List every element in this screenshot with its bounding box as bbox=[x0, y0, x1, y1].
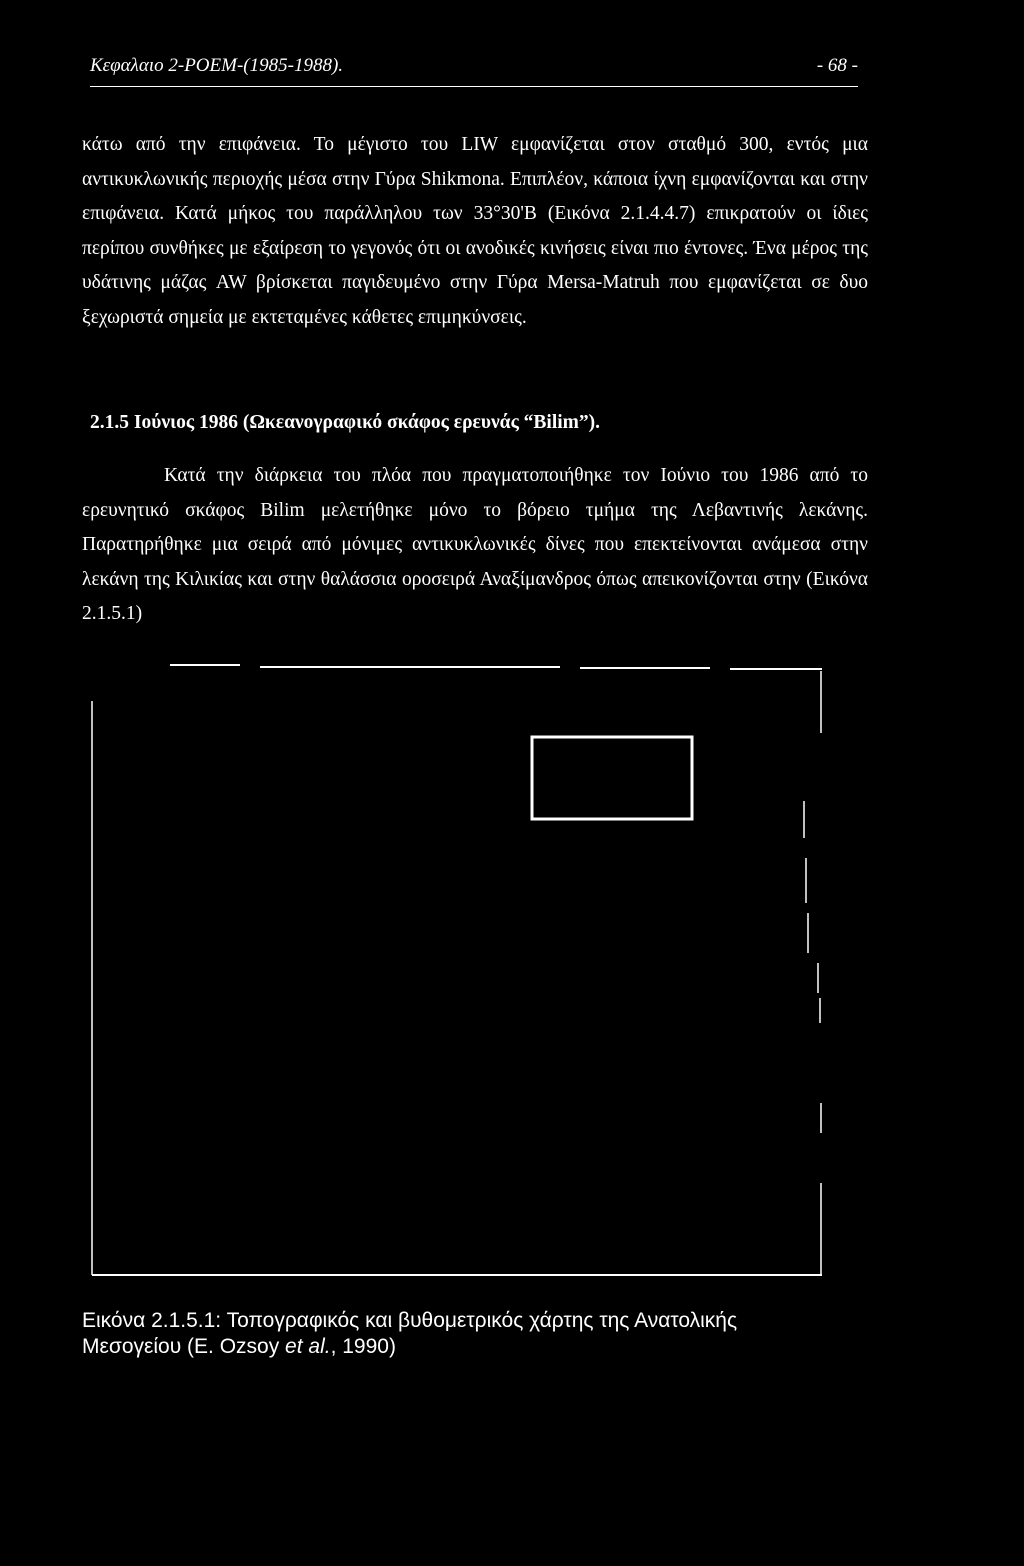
body-paragraph-1: κάτω από την επιφάνεια. Το μέγιστο του LIW εμφανίζεται στον σταθμό 300, εντός μια αντικυκλωνικής περιοχής μέσα στην Γύρα Shikmona. Επιπλέον, κάποια ίχνη εμφανίζονται και στην επιφάνεια. Κατά μήκος του παράλληλου των 33°30'Β (Εικόνα 2.1.4.4.7) επικρατούν οι ίδιες περίπου συνθήκες με εξαίρεση το γεγονός ότι οι ανοδικές κινήσεις είναι πιο έντονες. Ένα μέρος της υδάτινης μάζας AW βρίσκεται παγιδευμένο στην Γύρα Mersa-Matruh που εμφανίζεται σε δυο ξεχωριστά σημεία με εκτεταμένες κάθετες επιμηκύνσεις. bbox=[82, 134, 868, 328]
page-number: - 68 - bbox=[816, 55, 858, 76]
caption-year: , 1990) bbox=[330, 1335, 396, 1358]
body-paragraph-2: Κατά την διάρκεια του πλόα που πραγματοποιήθηκε τον Ιούνιο του 1986 από το ερευνητικό σκάφος Bilim μελετήθηκε μόνο το βόρειο τμήμα της Λεβαντινής λεκάνης. Παρατηρήθηκε μια σειρά από μόνιμες αντικυκλωνικές δίνες που επεκτείνονται ανάμεσα στην λεκάνη της Κιλικίας και στην θαλάσσια οροσειρά Αναξίμανδρος όπως απεικονίζονται στην (Εικόνα 2.1.5.1) bbox=[82, 465, 868, 624]
chapter-title: Κεφαλαιο 2-POEM-(1985-1988). bbox=[90, 55, 344, 76]
caption-text: Εικόνα 2.1.5.1: Τοπογραφικός και βυθομετρικός χάρτης της Ανατολικής Μεσογείου (E. Ozsoy bbox=[82, 1309, 738, 1358]
page-header bbox=[90, 52, 858, 87]
map-frame-outline bbox=[90, 663, 824, 1281]
figure-map-frame bbox=[90, 663, 824, 1281]
caption-et-al: et al. bbox=[285, 1335, 331, 1358]
figure-caption bbox=[82, 1308, 842, 1360]
section-heading: 2.1.5 Ιούνιος 1986 (Ωκεανογραφικό σκάφος ερευνάς “Bilim”). bbox=[90, 412, 601, 433]
